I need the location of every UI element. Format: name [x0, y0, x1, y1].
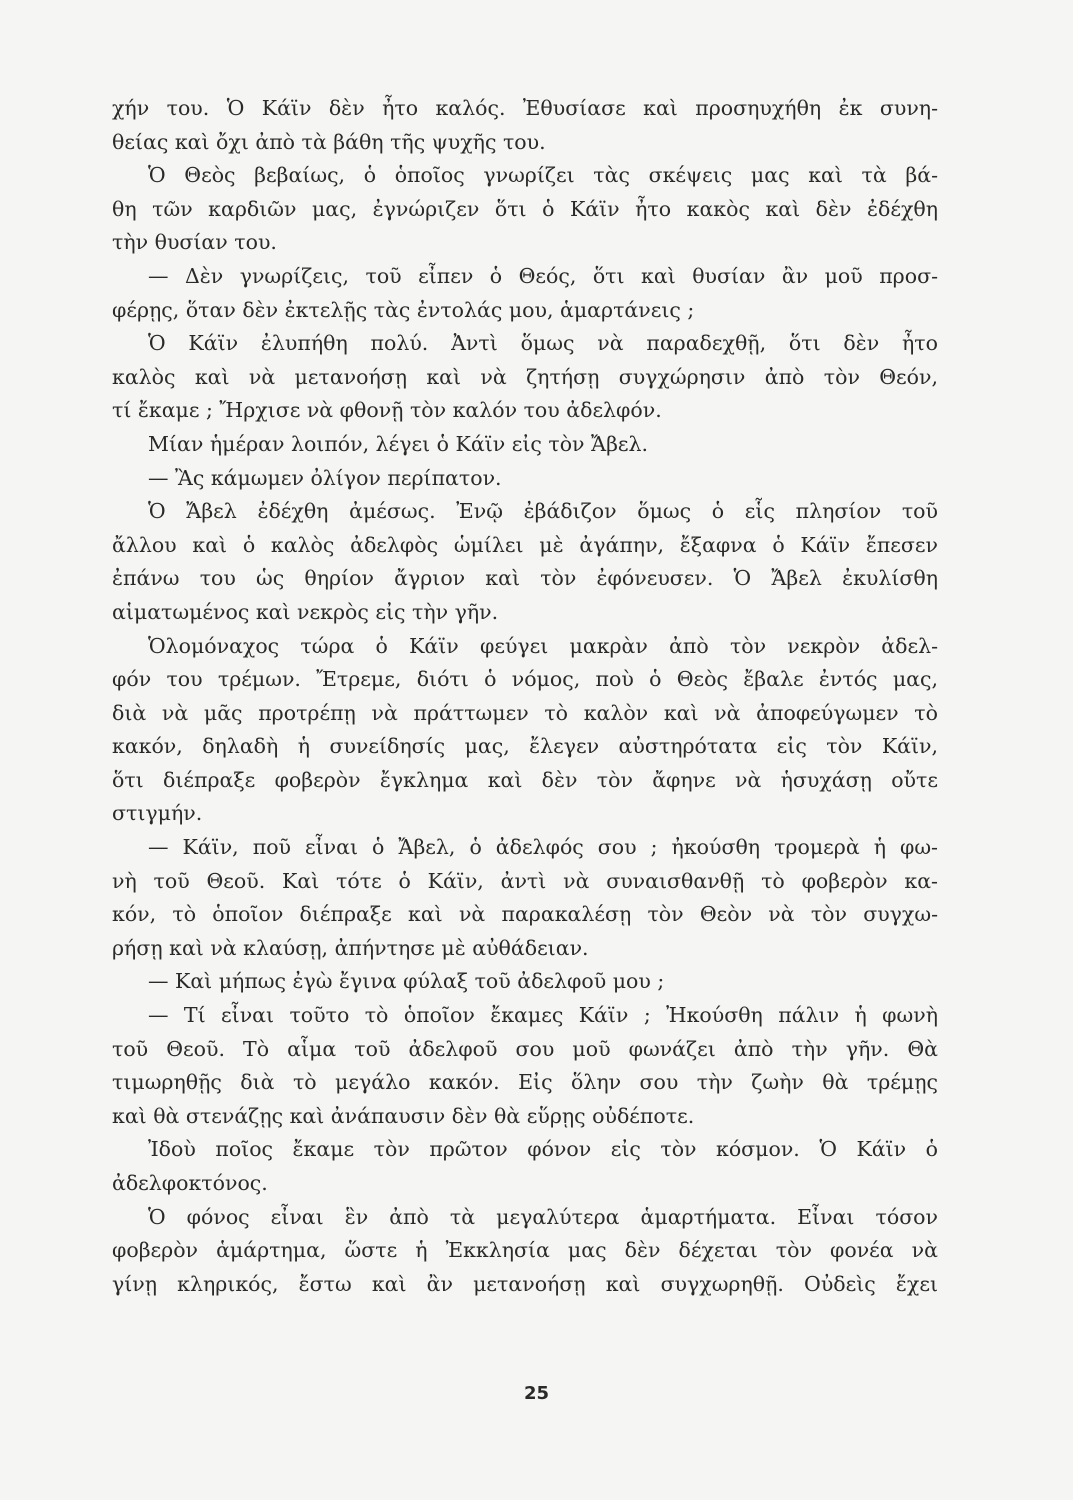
text-line: τοῦ Θεοῦ. Τὸ αἷμα τοῦ ἀδελφοῦ σου μοῦ φωνάζει ἀπὸ τὴν γῆν. Θὰ [112, 1036, 938, 1061]
text-line: κακόν, δηλαδὴ ἡ συνείδησίς μας, ἔλεγεν αὐστηρότατα εἰς τὸν Κάϊν, [112, 734, 938, 759]
text-line: ρήσῃ καὶ νὰ κλαύσῃ, ἀπήντησε μὲ αὐθάδειαν. [112, 935, 589, 960]
text-line: καλὸς καὶ νὰ μετανοήσῃ καὶ νὰ ζητήσῃ συγχώρησιν ἀπὸ τὸν Θεόν, [112, 364, 938, 389]
text-line: γίνῃ κληρικός, ἔστω καὶ ἂν μετανοήσῃ καὶ συγχωρηθῇ. Οὐδεὶς ἔχει [112, 1271, 938, 1296]
text-line: νὴ τοῦ Θεοῦ. Καὶ τότε ὁ Κάϊν, ἀντὶ νὰ συναισθανθῇ τὸ φοβερὸν κα- [112, 868, 938, 893]
text-line: ἄλλου καὶ ὁ καλὸς ἀδελφὸς ὡμίλει μὲ ἀγάπην, ἔξαφνα ὁ Κάϊν ἔπεσεν [112, 532, 938, 557]
text-line: Ὁλομόναχος τώρα ὁ Κάϊν φεύγει μακρὰν ἀπὸ τὸν νεκρὸν ἀδελ- [148, 633, 938, 658]
text-line: χήν του. Ὁ Κάϊν δὲν ἦτο καλός. Ἐθυσίασε καὶ προσηυχήθη ἐκ συνη- [112, 96, 938, 120]
text-line: θη τῶν καρδιῶν μας, ἐγνώριζεν ὅτι ὁ Κάϊν ἦτο κακὸς καὶ δὲν ἐδέχθη [112, 196, 938, 221]
text-line: ἐπάνω του ὡς θηρίον ἄγριον καὶ τὸν ἐφόνευσεν. Ὁ Ἄβελ ἐκυλίσθη [112, 566, 938, 591]
text-line: Ἰδοὺ ποῖος ἔκαμε τὸν πρῶτον φόνον εἰς τὸν κόσμον. Ὁ Κάϊν ὁ [148, 1137, 938, 1162]
text-line: Ὁ Θεὸς βεβαίως, ὁ ὁποῖος γνωρίζει τὰς σκέψεις μας καὶ τὰ βά- [148, 163, 938, 188]
text-line: καὶ θὰ στενάζῃς καὶ ἀνάπαυσιν δὲν θὰ εὕρῃς οὐδέποτε. [112, 1103, 695, 1128]
text-line: — Καὶ μήπως ἐγὼ ἔγινα φύλαξ τοῦ ἀδελφοῦ μου ; [148, 969, 665, 994]
text-line: τί ἔκαμε ; Ἤρχισε νὰ φθονῇ τὸν καλόν του ἀδελφόν. [112, 398, 662, 423]
text-line: Μίαν ἡμέραν λοιπόν, λέγει ὁ Κάϊν εἰς τὸν Ἄβελ. [148, 431, 649, 456]
text-line: Ὁ φόνος εἶναι ἓν ἀπὸ τὰ μεγαλύτερα ἁμαρτήματα. Εἶναι τόσον [148, 1204, 938, 1229]
text-line: στιγμήν. [112, 801, 203, 826]
text-line: διὰ νὰ μᾶς προτρέπῃ νὰ πράττωμεν τὸ καλὸν καὶ νὰ ἀποφεύγωμεν τὸ [112, 700, 938, 725]
text-line: — Κάϊν, ποῦ εἶναι ὁ Ἄβελ, ὁ ἀδελφός σου ; ἠκούσθη τρομερὰ ἡ φω- [148, 835, 938, 860]
text-line: — Ἂς κάμωμεν ὀλίγον περίπατον. [148, 465, 502, 490]
text-line: θείας καὶ ὄχι ἀπὸ τὰ βάθη τῆς ψυχῆς του. [112, 129, 546, 154]
text-line: ὅτι διέπραξε φοβερὸν ἔγκλημα καὶ δὲν τὸν ἄφηνε νὰ ἡσυχάσῃ οὔτε [112, 767, 938, 792]
body-text [112, 92, 938, 1301]
text-line: αἱματωμένος καὶ νεκρὸς εἰς τὴν γῆν. [112, 599, 499, 624]
text-line: φέρῃς, ὅταν δὲν ἐκτελῇς τὰς ἐντολάς μου, ἁμαρτάνεις ; [112, 297, 695, 322]
text-line: τιμωρηθῇς διὰ τὸ μεγάλο κακόν. Εἰς ὅλην σου τὴν ζωὴν θὰ τρέμῃς [112, 1070, 938, 1095]
text-line: ἀδελφοκτόνος. [112, 1171, 268, 1195]
text-line: Ὁ Ἄβελ ἐδέχθη ἀμέσως. Ἐνῷ ἐβάδιζον ὅμως ὁ εἷς πλησίον τοῦ [148, 499, 938, 524]
text-line: κόν, τὸ ὁποῖον διέπραξε καὶ νὰ παρακαλέσῃ τὸν Θεὸν νὰ τὸν συγχω- [112, 902, 938, 927]
page-number: 25 [523, 1383, 550, 1404]
text-line: — Τί εἶναι τοῦτο τὸ ὁποῖον ἔκαμες Κάϊν ; Ἠκούσθη πάλιν ἡ φωνὴ [148, 1003, 938, 1028]
text-line: φοβερὸν ἁμάρτημα, ὥστε ἡ Ἐκκλησία μας δὲν δέχεται τὸν φονέα νὰ [112, 1238, 938, 1263]
text-line: φόν του τρέμων. Ἔτρεμε, διότι ὁ νόμος, ποὺ ὁ Θεὸς ἔβαλε ἐντός μας, [112, 667, 938, 692]
text-line: Ὁ Κάϊν ἐλυπήθη πολύ. Ἀντὶ ὅμως νὰ παραδεχθῇ, ὅτι δὲν ἦτο [148, 331, 938, 356]
text-line: — Δὲν γνωρίζεις, τοῦ εἶπεν ὁ Θεός, ὅτι καὶ θυσίαν ἂν μοῦ προσ- [148, 263, 938, 288]
text-line: τὴν θυσίαν του. [112, 230, 277, 255]
